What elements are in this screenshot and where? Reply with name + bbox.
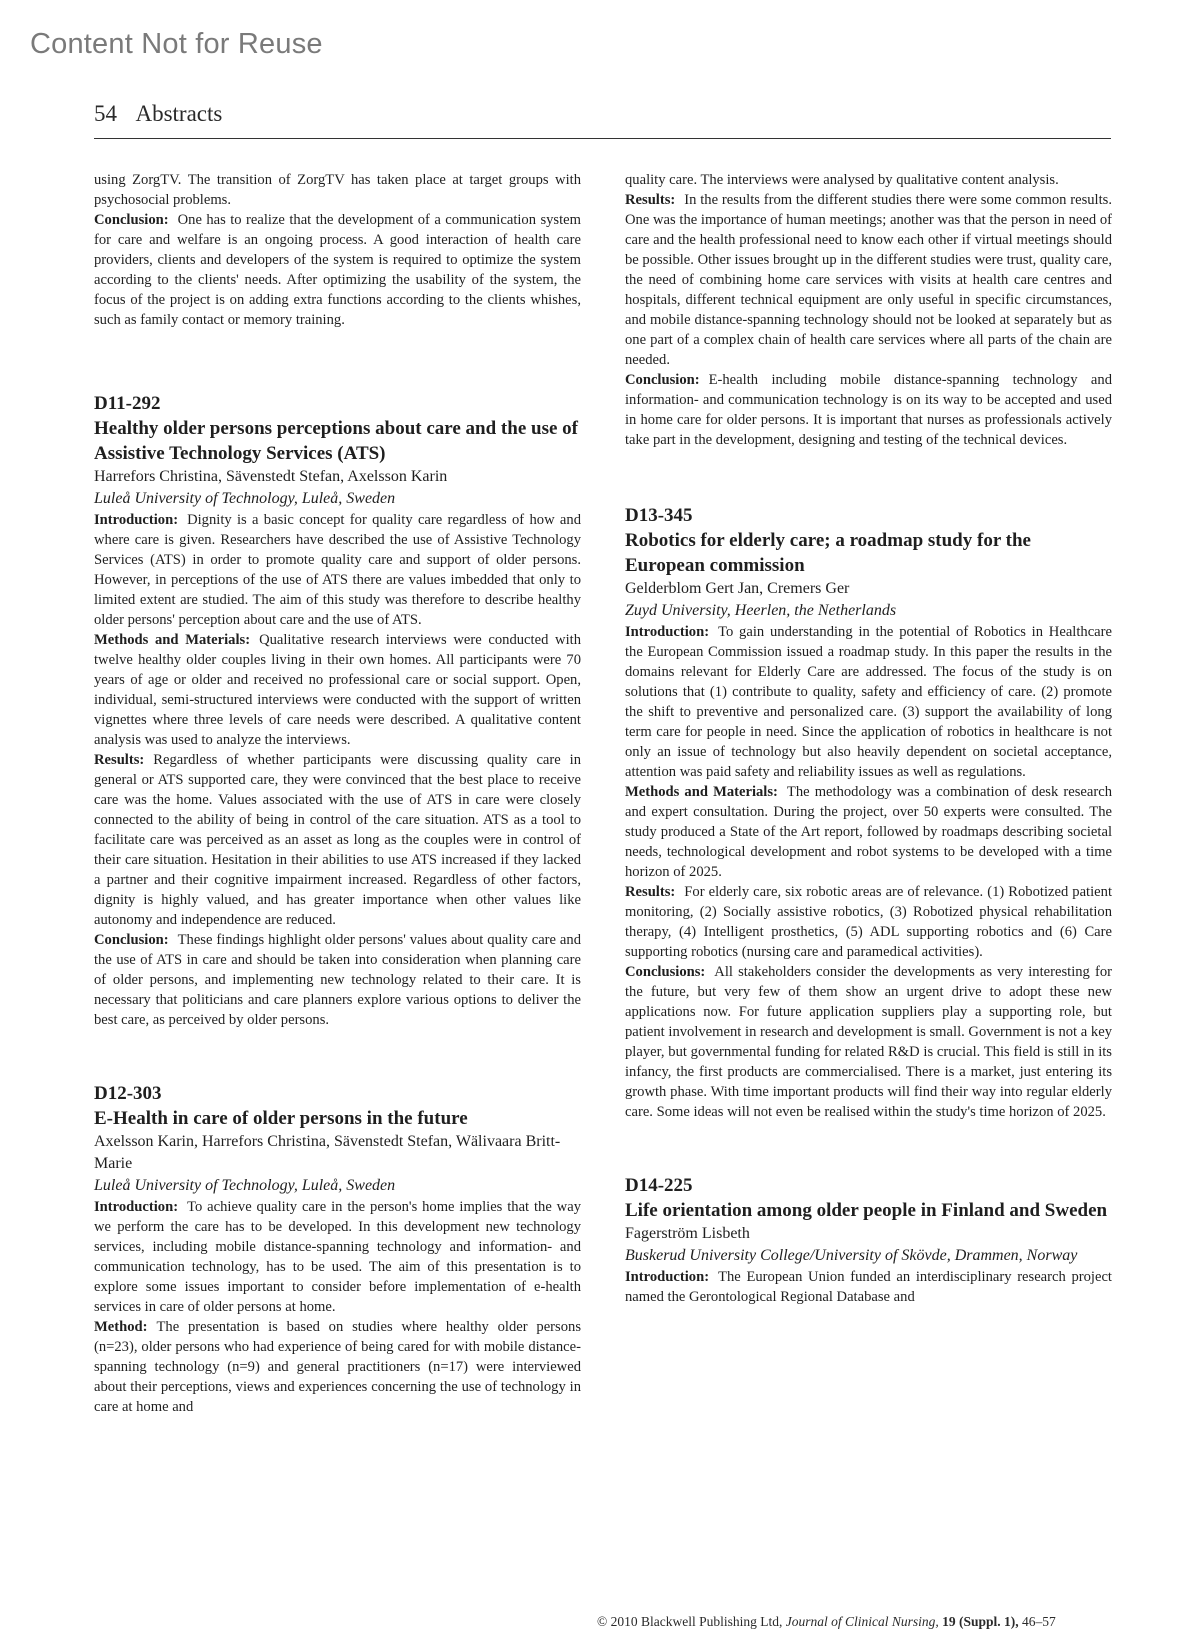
paragraph-text: To gain understanding in the potential of Robotics in Healthcare the European Commission issued a roadmap study. In this paper the results in the domains relevant for Elderly Care are addressed. The focus of the study is on solutions that (1) contribute to quality, safety and efficiency of care. (2) promote the shift to preventive and personalized care. (3) support the availability of long term care for people in need. Since the application of robotics in healthcare is not only an issue of technology but also heavily dependent on societal acceptance, attention was paid safety and reliability issues as well as regulations. xyxy=(625,624,1112,780)
methods-paragraph xyxy=(625,782,1112,882)
abstract-affiliation: Zuyd University, Heerlen, the Netherlands xyxy=(625,602,897,619)
abstract-title: Robotics for elderly care; a roadmap study for the European commission xyxy=(625,530,1031,576)
section-label: Conclusion: xyxy=(625,372,700,388)
section-label: Methods and Materials: xyxy=(625,784,778,800)
section-label: Results: xyxy=(625,884,676,900)
paragraph-text: All stakeholders consider the developments as very interesting for the future, but very few of them show an urgent drive to adopt these new applications now. For future application suppliers play a supporting role, but patient involvement in research and development is small. Government is not a key player, but governmental funding for related R&D is crucial. This field is still in its infancy, the first products are commercialised. There is a market, just entering its growth phase. With time important products will find their way into regular elderly care. Some ideas will not even be realised within the study's time horizon of 2025. xyxy=(625,964,1112,1120)
paragraph-text: The European Union funded an interdisciplinary research project named the Gerontological Regional Database and xyxy=(625,1269,1112,1305)
paragraph-text: Dignity is a basic concept for quality care regardless of how and where care is given. Researchers have described the use of Assistive Technology Services (ATS) in order to promote quality care and support of older persons. However, in perceptions of the use of ATS there are values imbedded that only to limited extent are studied. The aim of this study was therefore to describe healthy older persons' perception about care and the use of ATS. xyxy=(94,512,581,628)
abstract-authors: Harrefors Christina, Sävenstedt Stefan, Axelsson Karin xyxy=(94,468,448,485)
journal-volume: 19 xyxy=(942,1614,956,1629)
paragraph-text: Regardless of whether participants were discussing quality care in general or ATS supported care, they were convinced that the best place to receive care was the home. Values associated with the use of ATS in care were closely connected to the ability of being in control of the care situation. ATS as a tool to facilitate care was perceived as an asset as long as the couples were in control of their care situation. Hesitation in their abilities to use ATS increased if they lacked a partner and their cognitive impairment increased. Regardless of other factors, dignity is highly valued, and has greater importance when other values like autonomy and independence are reduced. xyxy=(94,752,581,928)
page-footer xyxy=(597,1614,1056,1630)
continued-abstract xyxy=(94,170,581,330)
introduction-paragraph xyxy=(94,510,581,630)
section-label: Introduction: xyxy=(94,1199,179,1215)
paragraph-text: To achieve quality care in the person's home implies that the way we perform the care has to be developed. In this development new technology services, including mobile distance-spanning technology and information- and communication technology, has to be used. The aim of this presentation is to explore some issues important to consider before implementation of e-health services in care of older persons at home. xyxy=(94,1199,581,1315)
section-label: Results: xyxy=(94,752,145,768)
abstract-d14 xyxy=(625,1174,1112,1307)
introduction-paragraph xyxy=(625,622,1112,782)
paragraph-text: Qualitative research interviews were conducted with twelve healthy older couples living in their own homes. All participants were 70 years of age or older and received no professional care or social support. Open, individual, semi-structured interviews were conducted with the support of written vignettes where three levels of care needs were described. A qualitative content analysis was used to analyze the interviews. xyxy=(94,632,581,748)
conclusion-paragraph xyxy=(94,930,581,1030)
abstract-authors: Gelderblom Gert Jan, Cremers Ger xyxy=(625,580,850,597)
journal-pages: 46–57 xyxy=(1022,1614,1056,1629)
abstract-id: D12-303 xyxy=(94,1083,162,1104)
abstract-affiliation: Luleå University of Technology, Luleå, Sweden xyxy=(94,490,396,507)
paragraph-text: For elderly care, six robotic areas are of relevance. (1) Robotized patient monitoring, (2) Socially assistive robotics, (3) Robotized physical rehabilitation therapy, (4) Intelligent prosthetics, (5) ADL supporting robotics and (6) Care supporting robotics (nursing care and paramedical activities). xyxy=(625,884,1112,960)
abstract-affiliation: Buskerud University College/University of Skövde, Drammen, Norway xyxy=(625,1247,1078,1264)
abstract-id: D11-292 xyxy=(94,393,161,414)
right-column xyxy=(625,170,1112,1307)
section-label: Introduction: xyxy=(625,624,710,640)
introduction-paragraph xyxy=(625,1267,1112,1307)
paragraph-text: One has to realize that the development of a communication system for care and welfare is an ongoing process. A good interaction of health care providers, clients and developers of the system is required to optimize the system according to the clients' needs. After optimizing the usability of the system, the focus of the project is on adding extra functions according to the clients whishes, such as family contact or memory training. xyxy=(94,212,581,328)
continued-abstract xyxy=(625,170,1112,450)
section-title: Abstracts xyxy=(135,101,223,126)
watermark: Content Not for Reuse xyxy=(30,28,323,60)
section-label: Method: xyxy=(94,1319,148,1335)
paragraph-text: The methodology was a combination of desk research and expert consultation. During the project, over 50 experts were consulted. The study produced a State of the Art report, followed by roadmaps describing societal needs, technological development and robot systems to be developed with a time horizon of 2025. xyxy=(625,784,1112,880)
conclusion-paragraph xyxy=(625,370,1112,450)
abstract-d11 xyxy=(94,392,581,1030)
abstract-authors: Axelsson Karin, Harrefors Christina, Sävenstedt Stefan, Wälivaara Britt-Marie xyxy=(94,1133,561,1172)
section-label: Conclusion: xyxy=(94,932,169,948)
section-label: Conclusions: xyxy=(625,964,706,980)
copyright-text: © 2010 Blackwell Publishing Ltd, xyxy=(597,1614,783,1629)
section-label: Methods and Materials: xyxy=(94,632,251,648)
abstract-title: Healthy older persons perceptions about care and the use of Assistive Technology Services (ATS) xyxy=(94,418,578,464)
results-paragraph xyxy=(94,750,581,930)
section-label: Introduction: xyxy=(94,512,179,528)
results-paragraph xyxy=(625,190,1112,370)
section-label: Conclusion: xyxy=(94,212,169,228)
abstract-title: Life orientation among older people in Finland and Sweden xyxy=(625,1200,1108,1221)
methods-paragraph xyxy=(94,630,581,750)
abstract-affiliation: Luleå University of Technology, Luleå, Sweden xyxy=(94,1177,396,1194)
paragraph-text: In the results from the different studies there were some common results. One was the importance of human meetings; another was that the person in need of care and the health professional need to know each other if virtual meetings should be possible. Other issues brought up in the different studies were trust, quality care, the need of combining home care services with visits at health care centres and hospitals, different technical equipment are only useful in specific circumstances, and mobile distance-spanning technology should not be looked at separately but as one part of a complex chain of health care services where all parts of the chain are needed. xyxy=(625,192,1112,368)
journal-name: Journal of Clinical Nursing, xyxy=(785,1614,939,1629)
header-rule xyxy=(94,138,1111,139)
section-label: Results: xyxy=(625,192,676,208)
left-column xyxy=(94,170,581,1417)
page-number: 54 xyxy=(94,101,117,126)
continued-text: using ZorgTV. The transition of ZorgTV has taken place at target groups with psychosocial problems. xyxy=(94,172,581,208)
results-paragraph xyxy=(625,882,1112,962)
conclusions-paragraph xyxy=(625,962,1112,1122)
paragraph-text: These findings highlight older persons' values about quality care and the use of ATS in care and should be taken into consideration when planning care of older persons, and implementing new technology related to their care. It is necessary that politicians and care planners explore various options to deliver the best care, as perceived by older persons. xyxy=(94,932,581,1028)
paragraph-text: The presentation is based on studies where healthy older persons (n=23), older persons who had experience of being cared for with mobile distance-spanning technology (n=9) and general practitioners (n=17) were interviewed about their perceptions, views and experiences concerning the use of technology in care at home and xyxy=(94,1319,581,1415)
paragraph-text: E-health including mobile distance-spanning technology and information- and communication technology is on its way to be accepted and used in home care for older persons. It is important that nurses as professionals actively take part in the development, designing and testing of the technical devices. xyxy=(625,372,1112,448)
section-label: Introduction: xyxy=(625,1269,710,1285)
conclusion-paragraph xyxy=(94,210,581,330)
abstract-d13 xyxy=(625,504,1112,1122)
abstract-d12 xyxy=(94,1082,581,1417)
abstract-authors: Fagerström Lisbeth xyxy=(625,1225,750,1242)
method-paragraph xyxy=(94,1317,581,1417)
abstract-id: D14-225 xyxy=(625,1175,693,1196)
continued-text: quality care. The interviews were analysed by qualitative content analysis. xyxy=(625,172,1059,188)
abstract-title: E-Health in care of older persons in the future xyxy=(94,1108,468,1129)
abstract-id: D13-345 xyxy=(625,505,693,526)
journal-supplement: (Suppl. 1), xyxy=(959,1614,1019,1629)
running-head xyxy=(94,101,222,127)
introduction-paragraph xyxy=(94,1197,581,1317)
